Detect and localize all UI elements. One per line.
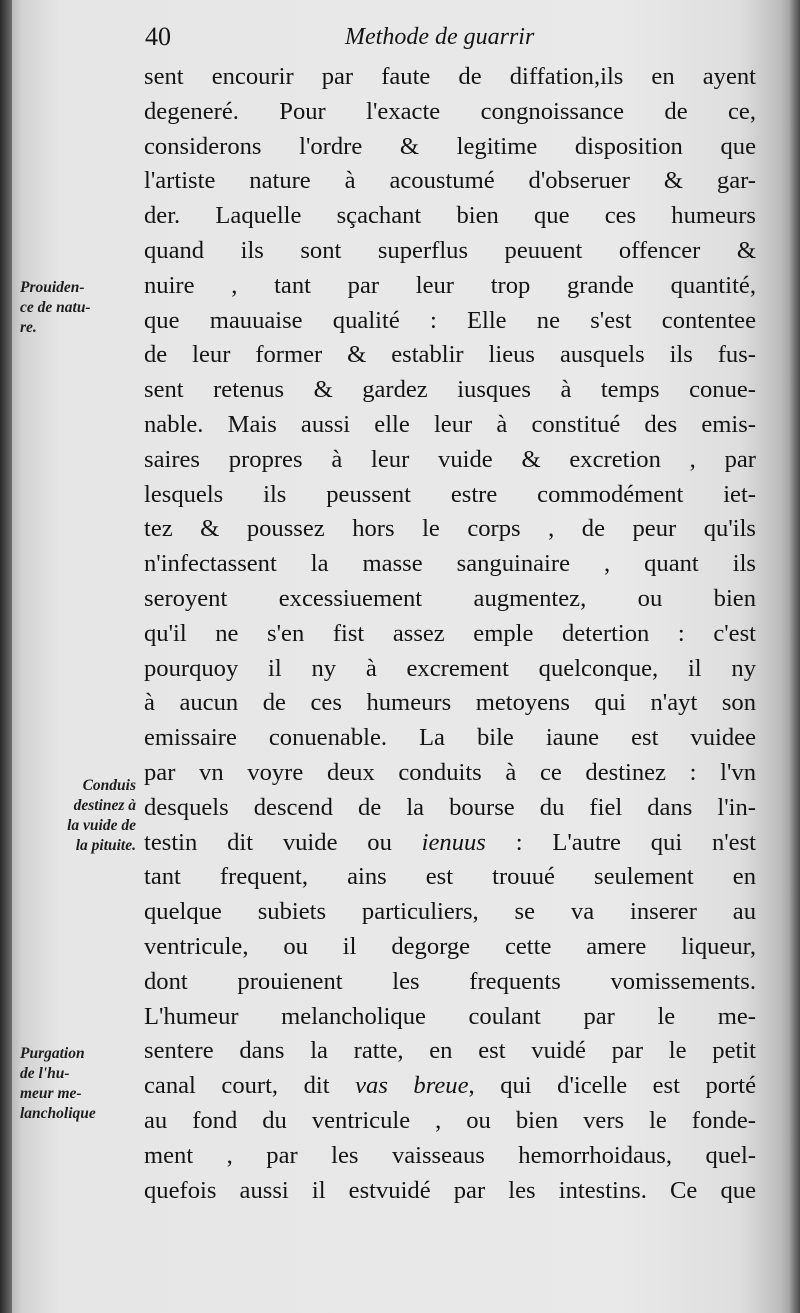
text-line: à aucun de ces humeurs metoyens qui n'ayt son (144, 689, 756, 717)
text-line: sent retenus & gardez iusques à temps conue- (144, 376, 756, 404)
text-segment: testin dit vuide ou (144, 828, 422, 856)
text-line: pourquoy il ny à excrement quelconque, il ny (144, 654, 756, 682)
text-line: desquels descend de la bourse du fiel dans l'in- (144, 793, 756, 821)
text-line: emissaire conuenable. La bile iaune est vuidee (144, 724, 756, 752)
text-line: L'humeur melancholique coulant par le me- (144, 1002, 756, 1030)
margin-note-line: ce de natu- (20, 299, 91, 316)
text-line: ventricule, ou il degorge cette amere liqueur, (144, 932, 756, 960)
margin-note-purgation (20, 1044, 140, 1124)
text-line: tant frequent, ains est trouué seulement en (144, 863, 756, 891)
margin-note-line: Prouiden- (20, 279, 85, 296)
text-line: nuire , tant par leur trop grande quantité, (144, 271, 756, 299)
text-line: lesquels ils peussent estre commodément iet- (144, 480, 756, 508)
page-gutter-shadow (0, 0, 12, 1313)
text-line: quand ils sont superflus peuuent offencer & (144, 236, 756, 264)
text-line (144, 826, 756, 861)
text-line: tez & poussez hors le corps , de peur qu'ils (144, 515, 756, 543)
text-line: quelque subiets particuliers, se va inserer au (144, 898, 756, 926)
text-line: considerons l'ordre & legitime disposition que (144, 132, 756, 160)
text-line: seroyent excessiuement augmentez, ou bien (144, 584, 756, 612)
text-line: n'infectassent la masse sanguinaire , quant ils (144, 550, 756, 578)
text-line: saires propres à leur vuide & excretion , par (144, 445, 756, 473)
text-segment: : L'autre qui n'est (485, 828, 756, 856)
text-line: de leur former & establir lieus ausquels ils fus- (144, 341, 756, 369)
margin-note-line: re. (20, 319, 37, 336)
margin-note-line: la pituite. (75, 837, 136, 854)
text-segment: , qui d'icelle est porté (468, 1072, 757, 1100)
body-text (144, 60, 756, 1208)
text-line: quefois aussi il estvuidé par les intestins. Ce que (144, 1176, 756, 1204)
page-number: 40 (145, 22, 171, 51)
margin-note-line: destinez à (73, 797, 136, 814)
text-line: par vn voyre deux conduits à ce destinez : l'vn (144, 758, 756, 786)
text-line: nable. Mais aussi elle leur à constitué des emis- (144, 410, 756, 438)
text-segment: canal court, dit (144, 1072, 356, 1100)
running-title: Methode de guarrir (345, 24, 535, 50)
text-line: ment , par les vaisseaus hemorrhoidaus, quel- (144, 1141, 756, 1169)
page-edge-shadow (790, 0, 800, 1313)
text-line: sentere dans la ratte, en est vuidé par le petit (144, 1037, 756, 1065)
text-line: que mauuaise qualité : Elle ne s'est contentee (144, 306, 756, 334)
margin-note-conduits (20, 776, 136, 856)
margin-note-line: la vuide de (67, 817, 136, 834)
margin-note-line: Conduis (82, 777, 136, 794)
margin-note-providence (20, 278, 140, 338)
text-line (144, 1069, 756, 1104)
text-line: sent encourir par faute de diffation,ils en ayent (144, 63, 756, 90)
text-line: degeneré. Pour l'exacte congnoissance de ce, (144, 97, 756, 125)
page-header (145, 22, 605, 56)
margin-note-line: lancholique (20, 1105, 96, 1122)
margin-note-line: Purgation (20, 1045, 85, 1062)
text-line: der. Laquelle sçachant bien que ces humeurs (144, 202, 756, 230)
margin-note-line: meur me- (20, 1085, 82, 1102)
text-line: dont prouienent les frequents vomissements. (144, 967, 756, 995)
italic-term: ienuus (421, 828, 486, 856)
text-line: au fond du ventricule , ou bien vers le fonde- (144, 1106, 756, 1134)
text-line: qu'il ne s'en fist assez emple detertion : c'est (144, 619, 756, 647)
text-line: l'artiste nature à acoustumé d'obseruer & gar- (144, 167, 756, 195)
margin-note-line: de l'hu- (20, 1065, 70, 1082)
italic-term: vas breue (355, 1072, 469, 1100)
